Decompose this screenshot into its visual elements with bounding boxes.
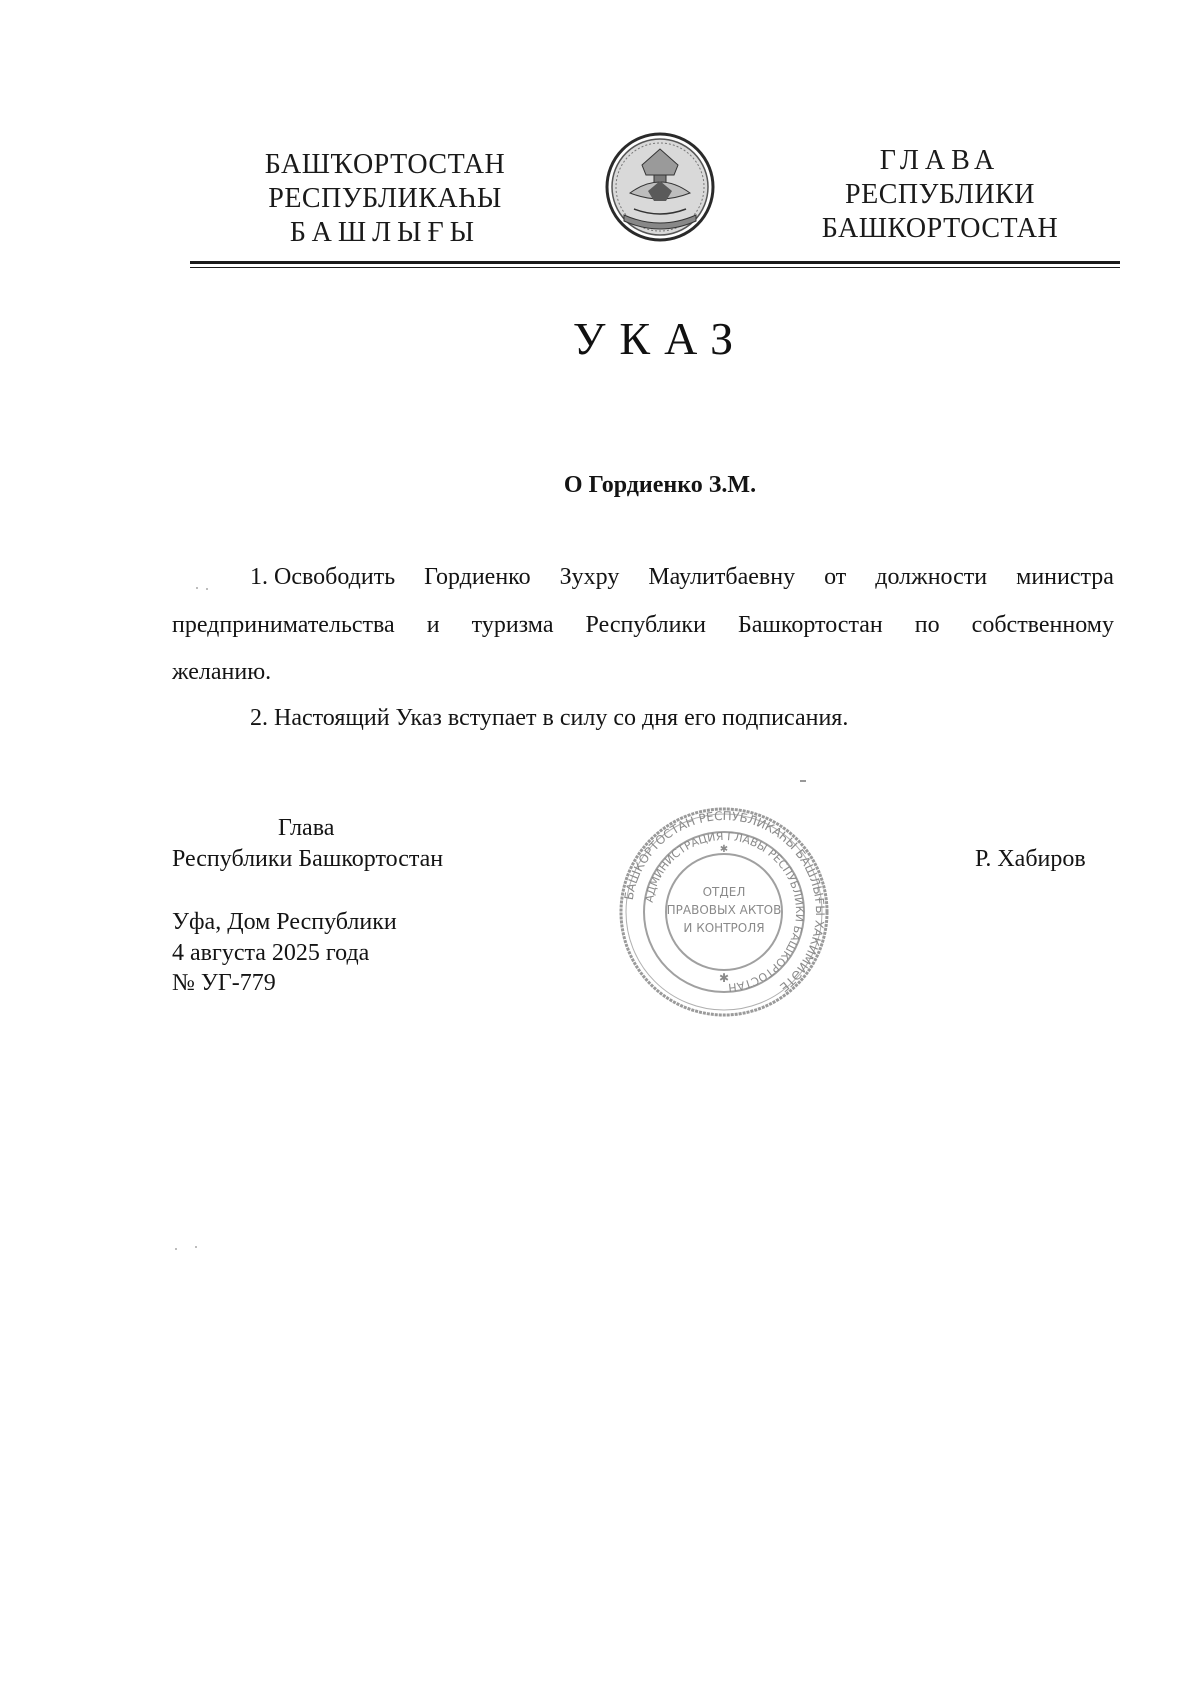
- stamp-star-icon: ✱: [718, 971, 730, 985]
- header-right-line-1: ГЛАВА: [879, 145, 1001, 176]
- paragraph-1-line-2: [172, 613, 1114, 637]
- header-right: [790, 144, 1090, 246]
- stamp-star-icon: ✱: [719, 844, 729, 855]
- word: и: [426, 612, 440, 638]
- header-right-line-2: РЕСПУБЛИКИ: [845, 179, 1035, 210]
- header-left-line-1: БАШҠОРТОСТАН: [264, 149, 506, 180]
- signatory-organization: Республики Башкортостан: [172, 846, 444, 872]
- document-subject: О Гордиенко З.М.: [563, 472, 757, 498]
- stamp-inner-text: АДМИНИСТРАЦИЯ ГЛАВЫ РЕСПУБЛИКИ БАШКОРТОСТАН: [642, 829, 807, 994]
- scan-speck: [175, 1248, 177, 1250]
- header-left: [235, 148, 535, 250]
- signatory-name: Р. Хабиров: [975, 846, 1086, 872]
- paragraph-1-line-3: желанию.: [172, 659, 272, 685]
- scan-speck: [196, 587, 198, 589]
- decree-number: № УГ-779: [172, 970, 276, 996]
- scan-speck: [195, 1246, 197, 1248]
- word: предпринимательства: [172, 612, 395, 638]
- word: Башкортостан: [737, 612, 883, 638]
- word: по: [914, 612, 940, 638]
- word: собственному: [971, 612, 1114, 638]
- official-stamp-seal: [618, 806, 830, 1018]
- issue-place: Уфа, Дом Республики: [172, 909, 397, 935]
- stamp-center-line-3: И КОНТРОЛЯ: [683, 921, 765, 935]
- stamp-center-line-2: ПРАВОВЫХ АКТОВ: [666, 903, 782, 917]
- header-left-line-2: РЕСПУБЛИКАҺЫ: [268, 183, 502, 214]
- paragraph-1-line-1: [250, 565, 1114, 589]
- word: Гордиенко: [424, 564, 531, 590]
- word: Республики: [585, 612, 706, 638]
- scan-speck: [206, 588, 208, 590]
- word: Маулитбаевну: [648, 564, 796, 590]
- word: Зухру: [559, 564, 620, 590]
- header-right-line-3: БАШКОРТОСТАН: [821, 213, 1059, 244]
- word: министра: [1016, 564, 1114, 590]
- paragraph-2: 2. Настоящий Указ вступает в силу со дня его подписания.: [250, 705, 849, 731]
- header-rule-thick: [190, 261, 1120, 264]
- header-rule-thin: [190, 267, 1120, 268]
- word: от: [824, 564, 847, 590]
- document-title: УКАЗ: [572, 313, 748, 364]
- word: должности: [875, 564, 988, 590]
- stamp-outer-text: БАШКОРТОСТАН РЕСПУБЛИКАҺЫ БАШЛЫҒЫ ХАКИМИӘТЕ: [621, 808, 828, 995]
- scan-speck: [800, 780, 806, 782]
- header-left-line-3: БАШЛЫҒЫ: [289, 217, 481, 248]
- word: 1. Освободить: [250, 564, 396, 590]
- issue-date: 4 августа 2025 года: [172, 940, 370, 966]
- stamp-center-line-1: ОТДЕЛ: [702, 885, 746, 899]
- word: туризма: [471, 612, 554, 638]
- signatory-title: Глава: [278, 815, 335, 841]
- coat-of-arms-emblem: [604, 131, 716, 243]
